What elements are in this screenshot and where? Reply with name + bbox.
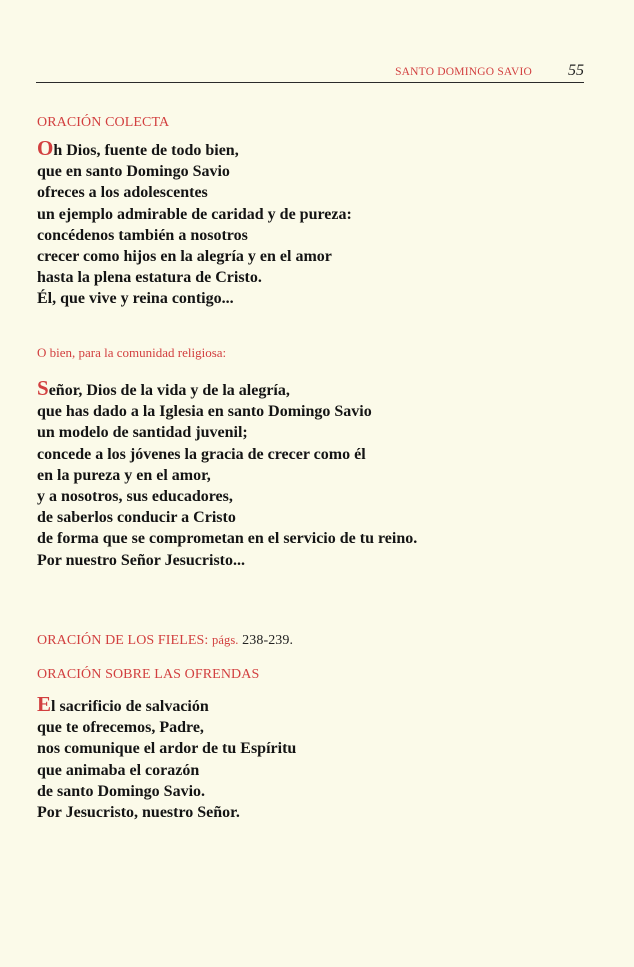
prayer-line: que te ofrecemos, Padre, bbox=[37, 719, 204, 737]
prayer-line: de santo Domingo Savio. bbox=[37, 782, 206, 800]
prayer-line: de saberlos conducir a Cristo bbox=[37, 509, 236, 527]
prayer-line: Por Jesucristo, nuestro Señor. bbox=[37, 804, 240, 822]
prayer-line: Él, que vive y reina contigo... bbox=[37, 290, 234, 308]
prayer-line: de forma que se comprometan en el servicio de tu reino. bbox=[37, 530, 418, 548]
prayer-line: ofreces a los adolescentes bbox=[37, 184, 208, 202]
prayer-line: nos comunique el ardor de tu Espíritu bbox=[37, 740, 297, 758]
drop-initial: O bbox=[37, 136, 54, 160]
faithful-heading bbox=[37, 633, 293, 649]
drop-initial: E bbox=[37, 692, 52, 716]
prayer-line: que animaba el corazón bbox=[37, 761, 200, 779]
pages-range: 238-239. bbox=[242, 633, 294, 648]
prayer-line bbox=[37, 376, 417, 401]
pages-label: págs. bbox=[211, 633, 239, 647]
running-title: SANTO DOMINGO SAVIO bbox=[395, 66, 532, 78]
prayer-line: Por nuestro Señor Jesucristo... bbox=[37, 551, 245, 569]
offerings-prayer bbox=[37, 692, 297, 823]
drop-initial: S bbox=[37, 376, 49, 400]
prayer-line: que en santo Domingo Savio bbox=[37, 163, 230, 181]
prayer-line: y a nosotros, sus educadores, bbox=[37, 488, 233, 506]
prayer-line: hasta la plena estatura de Cristo. bbox=[37, 269, 262, 287]
collect-prayer bbox=[37, 136, 352, 310]
prayer-line: un modelo de santidad juvenil; bbox=[37, 424, 248, 442]
prayer-line: en la pureza y en el amor, bbox=[37, 466, 211, 484]
faithful-heading-text: ORACIÓN DE LOS FIELES: bbox=[37, 633, 209, 648]
prayer-line: un ejemplo admirable de caridad y de pureza: bbox=[37, 205, 352, 223]
alternative-rubric: O bien, para la comunidad religiosa: bbox=[37, 345, 227, 360]
prayer-line bbox=[37, 136, 352, 161]
prayer-line: concédenos también a nosotros bbox=[37, 226, 248, 244]
prayer-line-text: l sacrificio de salvación bbox=[51, 698, 209, 715]
prayer-line-text: h Dios, fuente de todo bien, bbox=[53, 142, 239, 159]
prayer-line: que has dado a la Iglesia en santo Domingo Savio bbox=[37, 403, 372, 421]
page-number: 55 bbox=[568, 62, 584, 79]
prayer-line: concede a los jóvenes la gracia de crecer como él bbox=[37, 445, 366, 463]
offerings-heading: ORACIÓN SOBRE LAS OFRENDAS bbox=[37, 667, 260, 682]
alternative-prayer bbox=[37, 376, 418, 571]
page-header bbox=[36, 62, 584, 83]
prayer-line: crecer como hijos en la alegría y en el amor bbox=[37, 248, 332, 266]
collect-heading: ORACIÓN COLECTA bbox=[37, 115, 170, 130]
prayer-line bbox=[37, 692, 296, 717]
prayer-line-text: eñor, Dios de la vida y de la alegría, bbox=[48, 382, 290, 399]
